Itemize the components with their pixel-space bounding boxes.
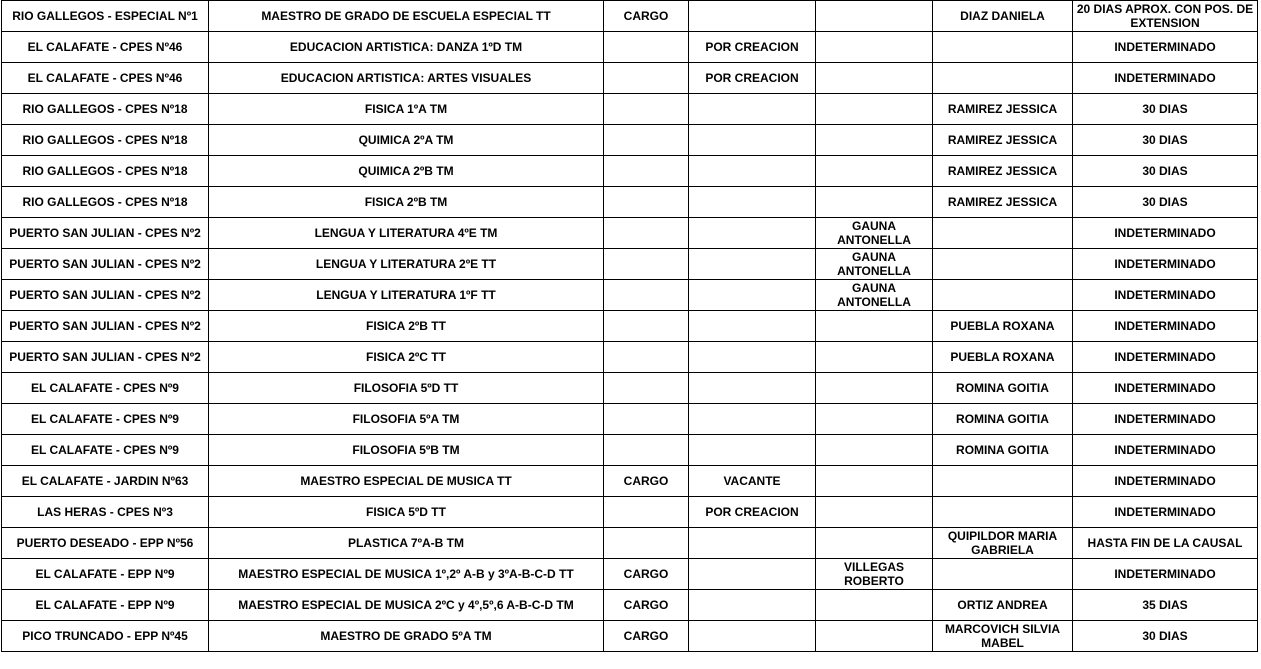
school-cell: LAS HERAS - CPES Nº3 <box>2 497 209 528</box>
table-row <box>2 404 1258 435</box>
holder-cell <box>816 1 933 32</box>
duration-cell: INDETERMINADO <box>1073 559 1258 590</box>
cargo-cell: CARGO <box>604 466 689 497</box>
reason-cell <box>689 435 816 466</box>
holder-cell <box>816 466 933 497</box>
subject-cell: LENGUA Y LITERATURA 1ºF TT <box>209 280 604 311</box>
holder-cell <box>816 528 933 559</box>
cargo-cell <box>604 435 689 466</box>
table-row <box>2 125 1258 156</box>
subject-cell: LENGUA Y LITERATURA 4ºE TM <box>209 218 604 249</box>
replacement-cell: ROMINA GOITIA <box>933 404 1073 435</box>
replacement-cell <box>933 32 1073 63</box>
duration-cell: 30 DIAS <box>1073 94 1258 125</box>
replacement-cell <box>933 218 1073 249</box>
school-cell: RIO GALLEGOS - CPES Nº18 <box>2 94 209 125</box>
table-row <box>2 590 1258 621</box>
reason-cell <box>689 311 816 342</box>
reason-cell <box>689 373 816 404</box>
subject-cell: FILOSOFIA 5ºB TM <box>209 435 604 466</box>
replacement-cell <box>933 497 1073 528</box>
cargo-cell <box>604 32 689 63</box>
cargo-cell <box>604 218 689 249</box>
holder-cell <box>816 373 933 404</box>
school-cell: RIO GALLEGOS - CPES Nº18 <box>2 156 209 187</box>
replacement-cell <box>933 466 1073 497</box>
duration-cell: INDETERMINADO <box>1073 218 1258 249</box>
table-row <box>2 311 1258 342</box>
subject-cell: FISICA 1ºA TM <box>209 94 604 125</box>
duration-cell: INDETERMINADO <box>1073 280 1258 311</box>
cargo-cell <box>604 528 689 559</box>
replacement-cell: DIAZ DANIELA <box>933 1 1073 32</box>
duration-cell: 30 DIAS <box>1073 187 1258 218</box>
subject-cell: FISICA 2ºC TT <box>209 342 604 373</box>
holder-cell: GAUNA ANTONELLA <box>816 280 933 311</box>
table-row <box>2 528 1258 559</box>
table-row <box>2 156 1258 187</box>
school-cell: PICO TRUNCADO - EPP Nº45 <box>2 621 209 652</box>
reason-cell: POR CREACION <box>689 63 816 94</box>
school-cell: EL CALAFATE - CPES Nº9 <box>2 435 209 466</box>
school-cell: EL CALAFATE - CPES Nº9 <box>2 404 209 435</box>
reason-cell <box>689 1 816 32</box>
cargo-cell <box>604 125 689 156</box>
cargo-cell: CARGO <box>604 590 689 621</box>
reason-cell <box>689 590 816 621</box>
subject-cell: MAESTRO DE GRADO DE ESCUELA ESPECIAL TT <box>209 1 604 32</box>
subject-cell: PLASTICA 7ºA-B TM <box>209 528 604 559</box>
subject-cell: QUIMICA 2ºB TM <box>209 156 604 187</box>
duration-cell: INDETERMINADO <box>1073 404 1258 435</box>
cargo-cell <box>604 63 689 94</box>
cargo-cell <box>604 311 689 342</box>
replacement-cell <box>933 249 1073 280</box>
duration-cell: 30 DIAS <box>1073 156 1258 187</box>
reason-cell <box>689 94 816 125</box>
school-cell: EL CALAFATE - CPES Nº9 <box>2 373 209 404</box>
replacement-cell: RAMIREZ JESSICA <box>933 187 1073 218</box>
holder-cell <box>816 497 933 528</box>
holder-cell <box>816 590 933 621</box>
cargo-cell: CARGO <box>604 621 689 652</box>
cargo-cell <box>604 156 689 187</box>
table-row <box>2 559 1258 590</box>
reason-cell <box>689 125 816 156</box>
holder-cell <box>816 187 933 218</box>
replacement-cell: ROMINA GOITIA <box>933 435 1073 466</box>
reason-cell <box>689 280 816 311</box>
reason-cell <box>689 559 816 590</box>
reason-cell <box>689 342 816 373</box>
table-row <box>2 466 1258 497</box>
duration-cell: 30 DIAS <box>1073 125 1258 156</box>
replacement-cell: RAMIREZ JESSICA <box>933 125 1073 156</box>
replacement-cell <box>933 280 1073 311</box>
school-cell: RIO GALLEGOS - ESPECIAL Nº1 <box>2 1 209 32</box>
subject-cell: MAESTRO ESPECIAL DE MUSICA 2ºC y 4º,5º,6 A-B-C-D TM <box>209 590 604 621</box>
holder-cell <box>816 435 933 466</box>
table-body <box>2 1 1258 652</box>
replacement-cell: PUEBLA ROXANA <box>933 342 1073 373</box>
table-row <box>2 280 1258 311</box>
table-row <box>2 342 1258 373</box>
replacement-cell: ROMINA GOITIA <box>933 373 1073 404</box>
replacement-cell <box>933 63 1073 94</box>
duration-cell: INDETERMINADO <box>1073 311 1258 342</box>
subject-cell: FILOSOFIA 5ºD TT <box>209 373 604 404</box>
school-cell: EL CALAFATE - CPES Nº46 <box>2 32 209 63</box>
subject-cell: MAESTRO DE GRADO 5ºA TM <box>209 621 604 652</box>
reason-cell: POR CREACION <box>689 32 816 63</box>
reason-cell <box>689 404 816 435</box>
replacement-cell: PUEBLA ROXANA <box>933 311 1073 342</box>
subject-cell: MAESTRO ESPECIAL DE MUSICA TT <box>209 466 604 497</box>
duration-cell: INDETERMINADO <box>1073 435 1258 466</box>
school-cell: EL CALAFATE - EPP Nº9 <box>2 559 209 590</box>
duration-cell: 30 DIAS <box>1073 621 1258 652</box>
reason-cell <box>689 156 816 187</box>
duration-cell: INDETERMINADO <box>1073 32 1258 63</box>
duration-cell: INDETERMINADO <box>1073 249 1258 280</box>
cargo-cell <box>604 373 689 404</box>
school-cell: PUERTO SAN JULIAN - CPES Nº2 <box>2 218 209 249</box>
duration-cell: 20 DIAS APROX. CON POS. DE EXTENSION <box>1073 1 1258 32</box>
subject-cell: FISICA 2ºB TT <box>209 311 604 342</box>
duration-cell: INDETERMINADO <box>1073 497 1258 528</box>
school-cell: EL CALAFATE - CPES Nº46 <box>2 63 209 94</box>
holder-cell <box>816 63 933 94</box>
cargo-cell: CARGO <box>604 1 689 32</box>
reason-cell <box>689 187 816 218</box>
reason-cell <box>689 528 816 559</box>
duration-cell: HASTA FIN DE LA CAUSAL <box>1073 528 1258 559</box>
reason-cell: POR CREACION <box>689 497 816 528</box>
cargo-cell <box>604 94 689 125</box>
school-cell: EL CALAFATE - EPP Nº9 <box>2 590 209 621</box>
holder-cell <box>816 94 933 125</box>
school-cell: PUERTO SAN JULIAN - CPES Nº2 <box>2 311 209 342</box>
holder-cell <box>816 621 933 652</box>
cargo-cell: CARGO <box>604 559 689 590</box>
replacement-cell: RAMIREZ JESSICA <box>933 156 1073 187</box>
holder-cell <box>816 342 933 373</box>
replacement-cell <box>933 559 1073 590</box>
holder-cell: GAUNA ANTONELLA <box>816 218 933 249</box>
duration-cell: INDETERMINADO <box>1073 466 1258 497</box>
school-cell: PUERTO SAN JULIAN - CPES Nº2 <box>2 280 209 311</box>
holder-cell <box>816 404 933 435</box>
subject-cell: FILOSOFIA 5ºA TM <box>209 404 604 435</box>
holder-cell: GAUNA ANTONELLA <box>816 249 933 280</box>
reason-cell <box>689 621 816 652</box>
table-row <box>2 32 1258 63</box>
vacancies-table <box>1 0 1258 652</box>
replacement-cell: QUIPILDOR MARIA GABRIELA <box>933 528 1073 559</box>
holder-cell <box>816 156 933 187</box>
subject-cell: QUIMICA 2ºA TM <box>209 125 604 156</box>
replacement-cell: RAMIREZ JESSICA <box>933 94 1073 125</box>
subject-cell: LENGUA Y LITERATURA 2ºE TT <box>209 249 604 280</box>
school-cell: PUERTO SAN JULIAN - CPES Nº2 <box>2 342 209 373</box>
cargo-cell <box>604 342 689 373</box>
cargo-cell <box>604 497 689 528</box>
school-cell: RIO GALLEGOS - CPES Nº18 <box>2 187 209 218</box>
cargo-cell <box>604 404 689 435</box>
school-cell: PUERTO DESEADO - EPP Nº56 <box>2 528 209 559</box>
duration-cell: INDETERMINADO <box>1073 342 1258 373</box>
duration-cell: 35 DIAS <box>1073 590 1258 621</box>
table-row <box>2 63 1258 94</box>
school-cell: RIO GALLEGOS - CPES Nº18 <box>2 125 209 156</box>
replacement-cell: ORTIZ ANDREA <box>933 590 1073 621</box>
table-row <box>2 435 1258 466</box>
table-row <box>2 94 1258 125</box>
duration-cell: INDETERMINADO <box>1073 373 1258 404</box>
replacement-cell: MARCOVICH SILVIA MABEL <box>933 621 1073 652</box>
subject-cell: FISICA 2ºB TM <box>209 187 604 218</box>
cargo-cell <box>604 249 689 280</box>
school-cell: PUERTO SAN JULIAN - CPES Nº2 <box>2 249 209 280</box>
table-row <box>2 621 1258 652</box>
table-row <box>2 187 1258 218</box>
table-row <box>2 373 1258 404</box>
duration-cell: INDETERMINADO <box>1073 63 1258 94</box>
holder-cell <box>816 125 933 156</box>
table-row <box>2 497 1258 528</box>
subject-cell: FISICA 5ºD TT <box>209 497 604 528</box>
cargo-cell <box>604 187 689 218</box>
subject-cell: MAESTRO ESPECIAL DE MUSICA 1º,2º A-B y 3ºA-B-C-D TT <box>209 559 604 590</box>
holder-cell: VILLEGAS ROBERTO <box>816 559 933 590</box>
school-cell: EL CALAFATE - JARDIN Nº63 <box>2 466 209 497</box>
reason-cell <box>689 249 816 280</box>
table-row <box>2 249 1258 280</box>
reason-cell <box>689 218 816 249</box>
table-row <box>2 218 1258 249</box>
subject-cell: EDUCACION ARTISTICA: DANZA 1ºD TM <box>209 32 604 63</box>
holder-cell <box>816 32 933 63</box>
holder-cell <box>816 311 933 342</box>
cargo-cell <box>604 280 689 311</box>
table-row <box>2 1 1258 32</box>
reason-cell: VACANTE <box>689 466 816 497</box>
subject-cell: EDUCACION ARTISTICA: ARTES VISUALES <box>209 63 604 94</box>
